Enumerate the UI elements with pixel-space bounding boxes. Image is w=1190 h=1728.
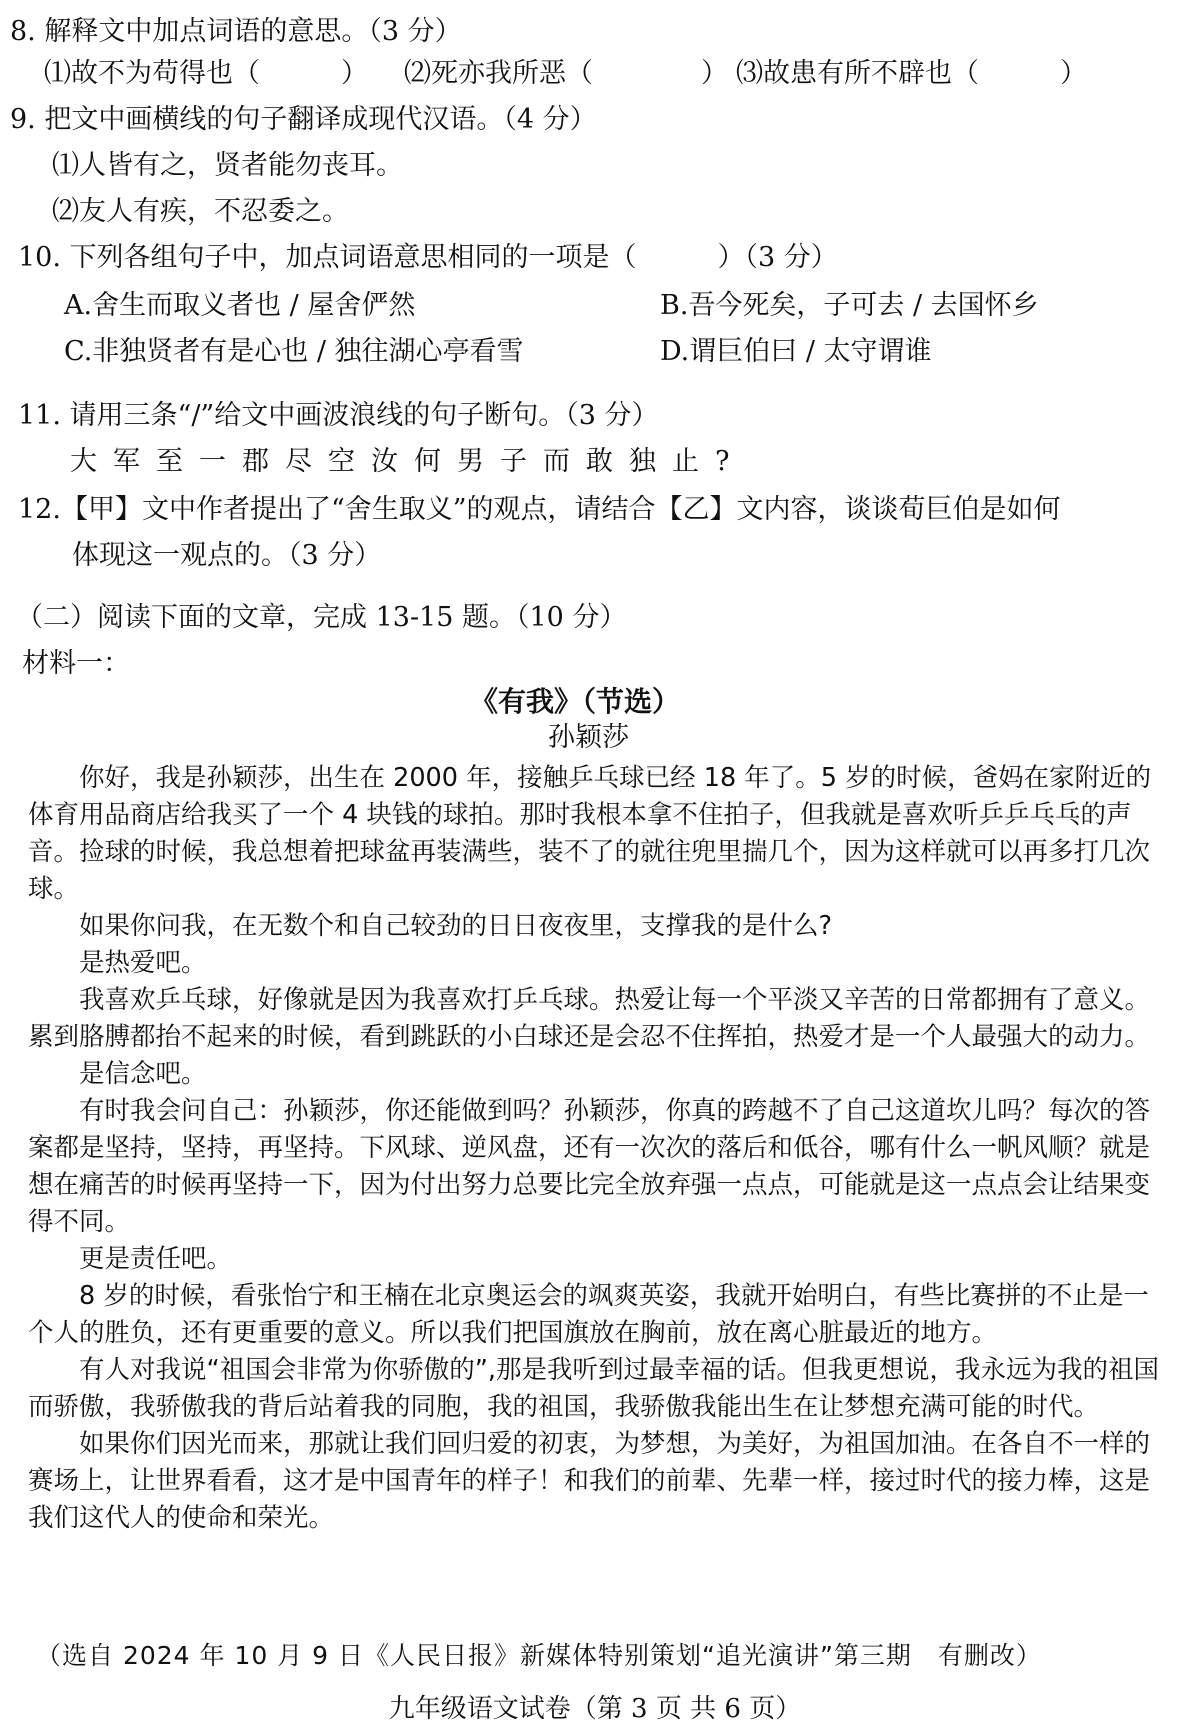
q9-item-1: ⑴人皆有之，贤者能勿丧耳。 xyxy=(52,150,403,181)
q10-option-a: A.舍生而取义者也 / 屋舍俨然 xyxy=(64,290,416,321)
article-paragraph: 是热爱吧。 xyxy=(79,948,207,978)
page-footer: 九年级语文试卷（第 3 页 共 6 页） xyxy=(388,1694,802,1724)
article-paragraph: 我喜欢乒乓球，好像就是因为我喜欢打乒乓球。热爱让每一个平淡又辛苦的日常都拥有了意义。累到胳膊都抬不起来的时候，看到跳跃的小白球还是会忍不住挥拍，热爱才是一个人最强大的动力。 xyxy=(28,985,1151,1052)
q9-stem: 9. 把文中画横线的句子翻译成现代汉语。（4 分） xyxy=(10,104,597,135)
article-paragraph: 你好，我是孙颖莎，出生在 2000 年，接触乒乓球已经 18 年了。5 岁的时候，爸妈在家附近的体育用品商店给我买了一个 4 块钱的球拍。那时我根本拿不住拍子，但我就是喜欢听乒乒乓乓的声音。捡球的时候，我总想着把球盆再装满些，装不了的就往兜里揣几个，因为这样就可以再多打几次球。 xyxy=(28,763,1152,904)
q10-option-c: C.非独贤者有是心也 / 独往湖心亭看雪 xyxy=(64,336,524,367)
q10-stem: 10. 下列各组句子中，加点词语意思相同的一项是（ ）（3 分） xyxy=(18,242,838,273)
article-paragraph: 8 岁的时候，看张怡宁和王楠在北京奥运会的飒爽英姿，我就开始明白，有些比赛拼的不止是一个人的胜负，还有更重要的意义。所以我们把国旗放在胸前，放在离心脏最近的地方。 xyxy=(28,1281,1149,1348)
q8-stem: 8. 解释文中加点词语的意思。（3 分） xyxy=(10,16,462,47)
section2-heading: （二）阅读下面的文章，完成 13-15 题。（10 分） xyxy=(16,602,627,633)
article-paragraph: 如果你们因光而来，那就让我们回归爱的初衷，为梦想，为美好，为祖国加油。在各自不一样的赛场上，让世界看看，这才是中国青年的样子！和我们的前辈、先辈一样，接过时代的接力棒，这是我们这代人的使命和荣光。 xyxy=(28,1429,1151,1533)
q8-item-3: ⑶故患有所不辟也（ ） xyxy=(736,58,1087,89)
q8-item-2: ⑵死亦我所恶（ ） xyxy=(404,58,728,89)
article-paragraph: 是信念吧。 xyxy=(79,1059,207,1089)
material-label: 材料一： xyxy=(22,648,130,679)
article-source: （选自 2024 年 10 月 9 日《人民日报》新媒体特别策划“追光演讲”第三期 有删改） xyxy=(36,1641,1042,1670)
q12-line-2: 体现这一观点的。（3 分） xyxy=(72,540,382,571)
article-paragraph: 有时我会问自己：孙颖莎，你还能做到吗？孙颖莎，你真的跨越不了自己这道坎儿吗？每次的答案都是坚持，坚持，再坚持。下风球、逆风盘，还有一次次的落后和低谷，哪有什么一帆风顺？就是想在痛苦的时候再坚持一下，因为付出努力总要比完全放弃强一点点，可能就是这一点点会让结果变得不同。 xyxy=(28,1096,1151,1237)
q12-line-1: 12.【甲】文中作者提出了“舍生取义”的观点，请结合【乙】文内容，谈谈荀巨伯是如何 xyxy=(18,494,1061,525)
q11-sentence: 大军至一郡尽空汝何男子而敢独止? xyxy=(70,446,746,477)
article-paragraph: 如果你问我，在无数个和自己较劲的日日夜夜里，支撑我的是什么? xyxy=(79,911,833,941)
article-paragraph: 更是责任吧。 xyxy=(79,1244,233,1274)
q10-option-b: B.吾今死矣，子可去 / 去国怀乡 xyxy=(660,290,1039,321)
q8-item-1: ⑴故不为苟得也（ ） xyxy=(44,58,368,89)
q10-option-d: D.谓巨伯曰 / 太守谓谁 xyxy=(660,336,932,367)
article-author: 孙颖莎 xyxy=(548,722,629,753)
article-body xyxy=(28,760,1168,1537)
article-title: 《有我》（节选） xyxy=(470,685,681,718)
q11-stem: 11. 请用三条“/”给文中画波浪线的句子断句。（3 分） xyxy=(18,400,659,431)
article-paragraph: 有人对我说“祖国会非常为你骄傲的”,那是我听到过最幸福的话。但我更想说，我永远为我的祖国而骄傲，我骄傲我的背后站着我的同胞，我的祖国，我骄傲我能出生在让梦想充满可能的时代。 xyxy=(28,1355,1160,1422)
q9-item-2: ⑵友人有疾，不忍委之。 xyxy=(52,196,349,227)
